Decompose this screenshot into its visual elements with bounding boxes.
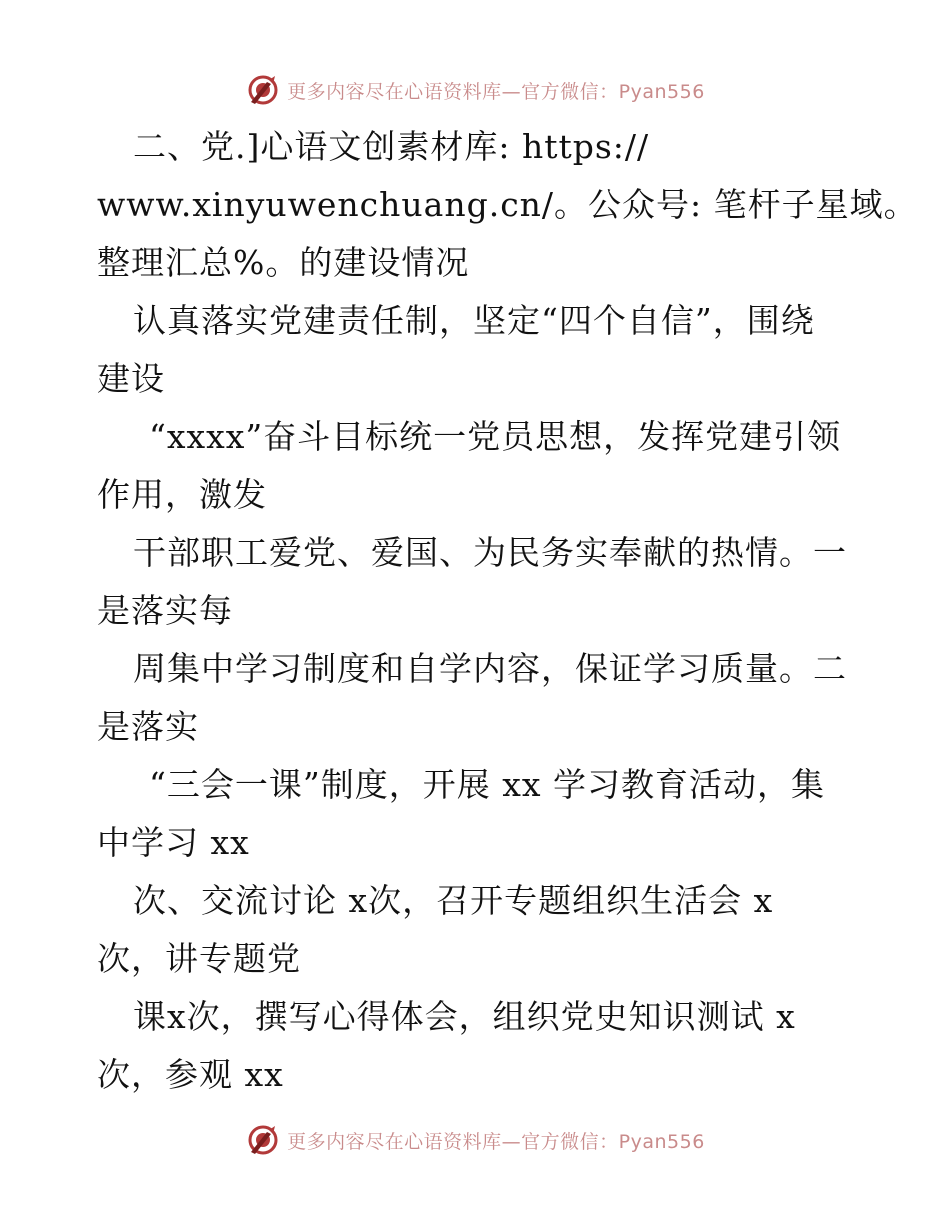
body-line: 干部职工爱党、爱国、为民务实奉献的热情。一 <box>133 533 847 572</box>
header-banner-text: 更多内容尽在心语资料库—官方微信：Pyan556 <box>287 80 705 103</box>
body-line: 二、党.]心语文创素材库: https:// <box>133 127 650 166</box>
body-line: 周集中学习制度和自学内容，保证学习质量。二 <box>133 649 847 688</box>
body-line: 认真落实党建责任制，坚定“四个自信”，围绕 <box>133 301 815 340</box>
body-line: 次，讲专题党 <box>97 939 301 978</box>
body-line: 整理汇总%。的建设情况 <box>97 243 470 282</box>
quill-seal-icon <box>245 1122 281 1158</box>
header-banner <box>0 70 950 110</box>
footer-banner <box>0 1120 950 1160</box>
body-line: 是落实 <box>97 707 199 746</box>
body-line: 是落实每 <box>97 591 233 630</box>
document-body <box>97 118 918 1104</box>
body-line: 建设 <box>97 359 165 398</box>
footer-banner-text: 更多内容尽在心语资料库—官方微信：Pyan556 <box>287 1130 705 1153</box>
body-line: www.xinyuwenchuang.cn/。公众号: 笔杆子星域。 <box>97 185 918 224</box>
body-line: “三会一课”制度，开展 xx 学习教育活动，集 <box>149 765 825 804</box>
body-line: 次、交流讨论 x次，召开专题组织生活会 x <box>133 881 774 920</box>
body-line: 次，参观 xx <box>97 1055 284 1094</box>
body-line: 课x次，撰写心得体会，组织党史知识测试 x <box>133 997 796 1036</box>
body-line: “xxxx”奋斗目标统一党员思想，发挥党建引领 <box>149 417 842 456</box>
body-line: 作用，激发 <box>97 475 267 514</box>
quill-seal-icon <box>245 72 281 108</box>
body-line: 中学习 xx <box>97 823 250 862</box>
